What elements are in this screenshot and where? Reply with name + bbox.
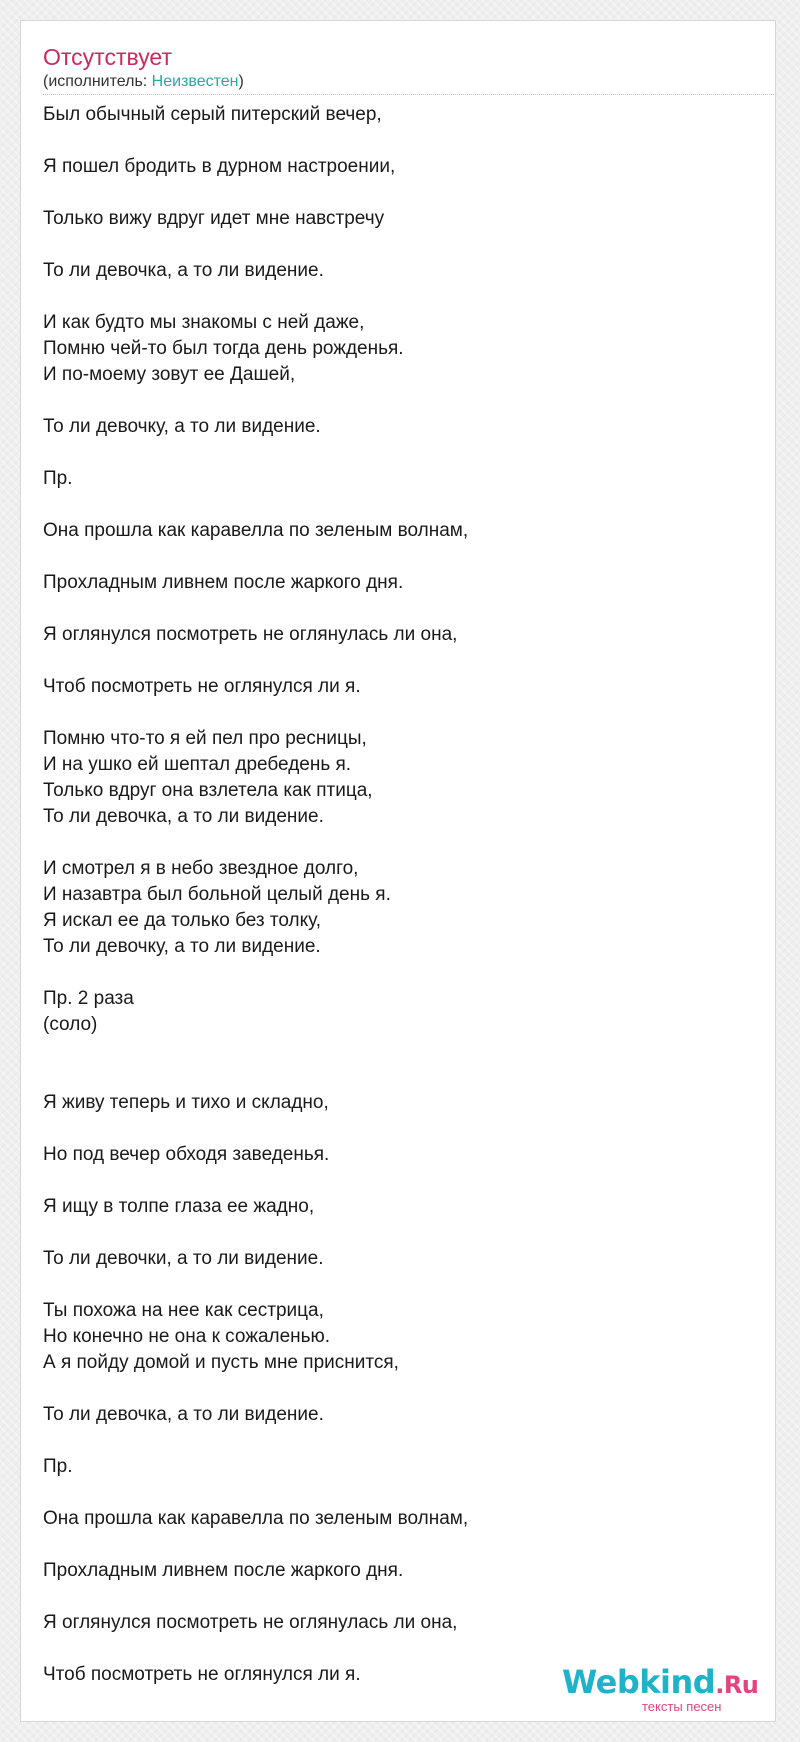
lyric-line: Чтоб посмотреть не оглянулся ли я.: [43, 676, 361, 697]
lyric-line: Только вдруг она взлетела как птица,: [43, 780, 373, 801]
lyric-line: Я оглянулся посмотреть не оглянулась ли она,: [43, 1612, 458, 1633]
lyric-line: Но под вечер обходя заведенья.: [43, 1144, 330, 1165]
lyrics-card: [20, 20, 776, 1722]
lyric-blank-line: [43, 128, 763, 154]
lyric-blank-line: [43, 180, 763, 206]
lyric-blank-line: [43, 1584, 763, 1610]
lyric-line: То ли девочка, а то ли видение.: [43, 806, 324, 827]
lyric-blank-line: [43, 1064, 763, 1090]
performer-prefix: (исполнитель:: [43, 73, 152, 90]
lyric-line: Прохладным ливнем после жаркого дня.: [43, 1560, 404, 1581]
title-divider: [43, 94, 776, 95]
lyric-line: Но конечно не она к сожаленью.: [43, 1326, 331, 1347]
lyric-line: Помню чей-то был тогда день рожденья.: [43, 338, 404, 359]
lyric-line: Я ищу в толпе глаза ее жадно,: [43, 1196, 315, 1217]
lyric-line: То ли девочки, а то ли видение.: [43, 1248, 324, 1269]
webkind-watermark: [562, 1662, 800, 1722]
lyric-line: Только вижу вдруг идет мне навстречу: [43, 208, 385, 229]
lyric-line: Пр. 2 раза: [43, 988, 134, 1009]
lyric-line: То ли девочку, а то ли видение.: [43, 416, 321, 437]
webkind-brand: Webkind: [562, 1663, 716, 1701]
lyric-line: Ты похожа на нее как сестрица,: [43, 1300, 324, 1321]
lyrics-text: [43, 102, 763, 1688]
lyric-blank-line: [43, 960, 763, 986]
lyric-blank-line: [43, 1038, 763, 1064]
lyric-blank-line: [43, 1116, 763, 1142]
lyric-line: (соло): [43, 1014, 98, 1035]
lyric-line: То ли девочку, а то ли видение.: [43, 936, 321, 957]
lyric-line: А я пойду домой и пусть мне приснится,: [43, 1352, 399, 1373]
lyric-line: Она прошла как каравелла по зеленым волнам,: [43, 1508, 469, 1529]
lyric-line: И на ушко ей шептал дребедень я.: [43, 754, 352, 775]
webkind-tagline: тексты песен: [642, 1699, 722, 1714]
lyric-blank-line: [43, 1168, 763, 1194]
webkind-tld: .Ru: [715, 1671, 759, 1699]
performer-link[interactable]: Неизвестен: [151, 73, 239, 90]
performer-suffix: ): [238, 73, 244, 90]
lyric-blank-line: [43, 492, 763, 518]
lyric-blank-line: [43, 1636, 763, 1662]
lyric-blank-line: [43, 830, 763, 856]
lyric-blank-line: [43, 440, 763, 466]
lyric-blank-line: [43, 1220, 763, 1246]
lyric-blank-line: [43, 1376, 763, 1402]
lyric-blank-line: [43, 284, 763, 310]
lyric-blank-line: [43, 700, 763, 726]
lyric-line: Она прошла как каравелла по зеленым волнам,: [43, 520, 469, 541]
lyric-line: И по-моему зовут ее Дашей,: [43, 364, 296, 385]
performer-line: [43, 72, 244, 92]
lyric-blank-line: [43, 388, 763, 414]
lyric-line: И как будто мы знакомы с ней даже,: [43, 312, 365, 333]
lyric-blank-line: [43, 1480, 763, 1506]
lyric-line: Был обычный серый питерский вечер,: [43, 104, 382, 125]
lyric-blank-line: [43, 232, 763, 258]
lyric-blank-line: [43, 544, 763, 570]
lyric-blank-line: [43, 1532, 763, 1558]
lyric-line: Я пошел бродить в дурном настроении,: [43, 156, 396, 177]
lyric-line: Пр.: [43, 468, 73, 489]
lyric-line: То ли девочка, а то ли видение.: [43, 260, 324, 281]
lyric-blank-line: [43, 596, 763, 622]
lyric-blank-line: [43, 1428, 763, 1454]
lyric-line: Пр.: [43, 1456, 73, 1477]
lyric-line: И назавтра был больной целый день я.: [43, 884, 391, 905]
lyric-line: Я оглянулся посмотреть не оглянулась ли она,: [43, 624, 458, 645]
lyric-blank-line: [43, 648, 763, 674]
lyric-line: Прохладным ливнем после жаркого дня.: [43, 572, 404, 593]
lyric-line: Я искал ее да только без толку,: [43, 910, 322, 931]
lyric-line: Помню что-то я ей пел про ресницы,: [43, 728, 367, 749]
lyric-line: Я живу теперь и тихо и складно,: [43, 1092, 329, 1113]
lyric-line: Чтоб посмотреть не оглянулся ли я.: [43, 1664, 361, 1685]
song-title: Отсутствует: [43, 44, 172, 70]
lyric-line: И смотрел я в небо звездное долго,: [43, 858, 359, 879]
lyric-line: То ли девочка, а то ли видение.: [43, 1404, 324, 1425]
lyric-blank-line: [43, 1272, 763, 1298]
